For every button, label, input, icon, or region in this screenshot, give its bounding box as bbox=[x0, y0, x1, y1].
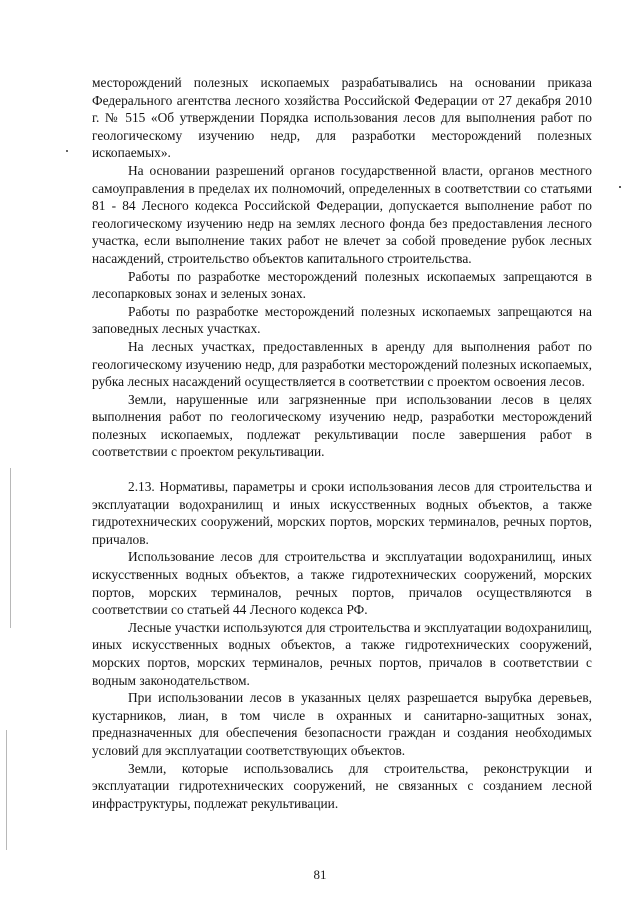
scan-edge-mark bbox=[6, 730, 7, 850]
paragraph: Земли, нарушенные или загрязненные при использовании лесов в целях выполнения работ по геологическому изучению недр, разработки месторождений полезных ископаемых, подлежат рекультивации после завершения работ в соответствии с проектом рекультивации. bbox=[92, 391, 592, 460]
section-heading: 2.13. Нормативы, параметры и сроки использования лесов для строительства и эксплуатации водохранилищ и иных искусственных водных объектов, а также гидротехнических сооружений, морских портов, морских терминалов, речных портов, причалов. bbox=[92, 479, 592, 547]
section-spacer bbox=[92, 461, 592, 478]
paragraph: Лесные участки используются для строительства и эксплуатации водохранилищ, иных искусственных водных объектов, а также гидротехнических сооружений, морских портов, морских терминалов, речных портов, причалов в соответствии с водным законодательством. bbox=[92, 619, 592, 688]
scan-speck bbox=[619, 186, 621, 188]
paragraph: На основании разрешений органов государственной власти, органов местного самоуправления в пределах их полномочий, определенных в соответствии со статьями 81 - 84 Лесного кодекса Российской Федерации, допускается выполнение работ по геологическому изучению недр на землях лесного фонда без предоставления лесного участка, если выполнение таких работ не влечет за собой проведение рубок лесных насаждений, строительство объектов капитального строительства. bbox=[92, 162, 592, 266]
document-body bbox=[92, 74, 592, 812]
paragraph: При использовании лесов в указанных целях разрешается вырубка деревьев, кустарников, лиан, в том числе в охранных и санитарно-защитных зонах, предназначенных для обеспечения безопасности граждан и создания необходимых условий для эксплуатации соответствующих объектов. bbox=[92, 690, 592, 758]
paragraph: Использование лесов для строительства и эксплуатации водохранилищ, иных искусственных водных объектов, а также гидротехнических сооружений, морских портов, морских терминалов, речных портов, причалов осуществляются в соответствии со статьей 44 Лесного кодекса РФ. bbox=[92, 549, 592, 618]
paragraph: Работы по разработке месторождений полезных ископаемых запрещаются на заповедных лесных участках. bbox=[92, 303, 592, 337]
paragraph: Земли, которые использовались для строительства, реконструкции и эксплуатации гидротехнических сооружений, не связанных с созданием лесной инфраструктуры, подлежат рекультивации. bbox=[92, 760, 592, 811]
paragraph: Работы по разработке месторождений полезных ископаемых запрещаются в лесопарковых зонах и зеленых зонах. bbox=[92, 268, 592, 302]
page-number: 81 bbox=[313, 867, 327, 882]
paragraph: На лесных участках, предоставленных в аренду для выполнения работ по геологическому изучению недр, для разработки месторождений полезных ископаемых, рубка лесных насаждений осуществляется в соответствии с проектом освоения лесов. bbox=[92, 338, 592, 390]
paragraph: месторождений полезных ископаемых разрабатывались на основании приказа Федерального агентства лесного хозяйства Российской Федерации от 27 декабря 2010 г. № 515 «Об утверждении Порядка использования лесов для выполнения работ по геологическому изучению недр, для разработки месторождений полезных ископаемых». bbox=[92, 75, 592, 161]
scan-edge-mark bbox=[10, 468, 11, 628]
scan-speck bbox=[66, 150, 68, 152]
